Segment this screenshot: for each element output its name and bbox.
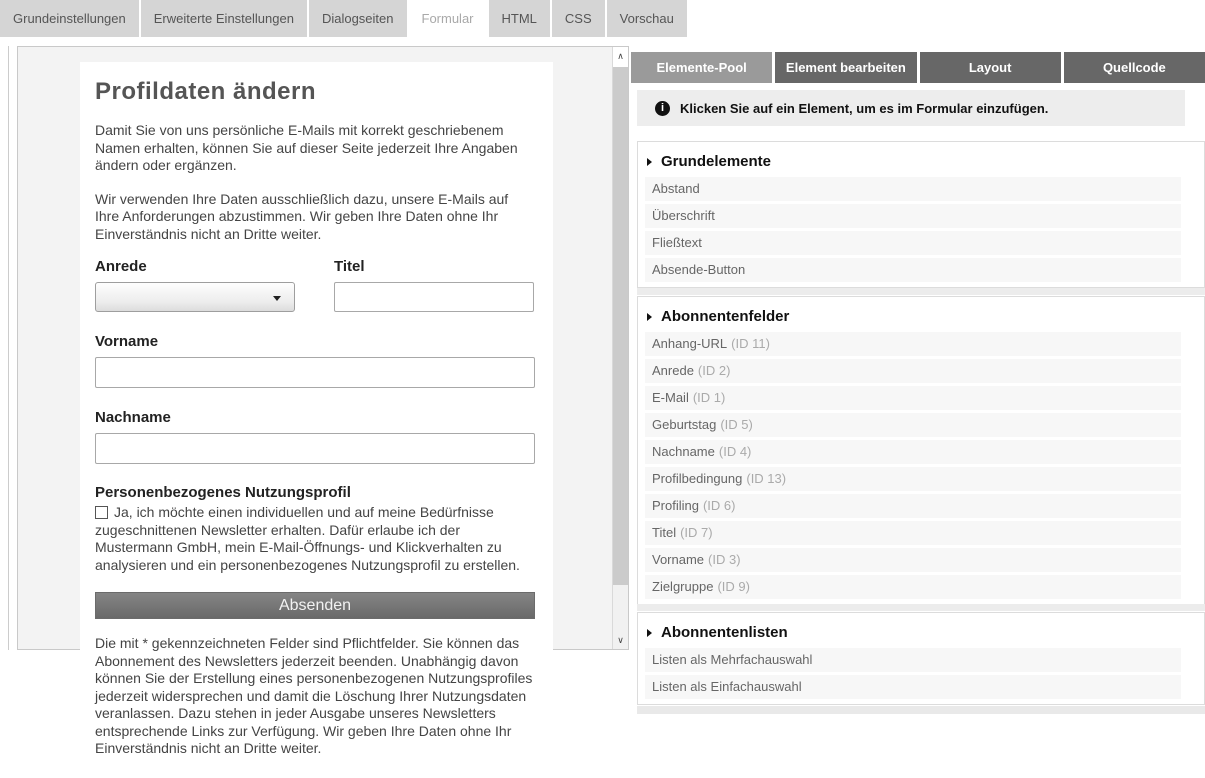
tab-elemente-pool[interactable]: Elemente-Pool bbox=[631, 52, 772, 83]
section-abonnentenlisten-header[interactable] bbox=[638, 613, 1204, 648]
section-title: Abonnentenlisten bbox=[661, 624, 788, 641]
tab-formular[interactable]: Formular bbox=[409, 0, 487, 37]
info-message: Klicken Sie auf ein Element, um es im Formular einzufügen. bbox=[680, 100, 1049, 116]
section-grundelemente bbox=[637, 141, 1205, 288]
dropdown-arrow-icon bbox=[273, 296, 281, 301]
anrede-titel-row bbox=[95, 258, 535, 312]
tab-vorschau[interactable]: Vorschau bbox=[607, 0, 687, 37]
pool-item-nachname[interactable] bbox=[645, 440, 1181, 464]
pool-item-absende-button[interactable] bbox=[645, 258, 1181, 282]
pool-item-label: Geburtstag bbox=[652, 417, 717, 432]
pool-item-id: (ID 3) bbox=[708, 552, 741, 567]
section-arrow-icon bbox=[647, 158, 652, 166]
section-arrow-icon bbox=[647, 313, 652, 321]
scroll-up-icon[interactable]: ∧ bbox=[613, 47, 628, 67]
section-title: Grundelemente bbox=[661, 153, 772, 170]
pool-item-id: (ID 11) bbox=[731, 336, 770, 351]
pool-item-listen-einfachauswahl[interactable] bbox=[645, 675, 1181, 699]
section-grundelemente-header[interactable] bbox=[638, 142, 1204, 177]
vorname-label: Vorname bbox=[95, 333, 159, 350]
absenden-button[interactable]: Absenden bbox=[95, 592, 535, 619]
form-preview-card bbox=[80, 62, 553, 778]
info-icon: i bbox=[655, 101, 670, 116]
preview-scrollbar[interactable] bbox=[612, 47, 628, 649]
pool-item-listen-mehrfachauswahl[interactable] bbox=[645, 648, 1181, 672]
pool-item-label: Profiling bbox=[652, 498, 699, 513]
pool-item-id: (ID 6) bbox=[702, 498, 736, 513]
pool-item-label: Fließtext bbox=[652, 235, 702, 250]
section-abonnentenfelder bbox=[637, 296, 1205, 605]
tab-dialogseiten[interactable]: Dialogseiten bbox=[309, 0, 407, 37]
form-intro-paragraph-2: Wir verwenden Ihre Daten ausschließlich dazu, unsere E-Mails auf Ihre Anforderungen abzustimmen. Wir geben Ihre Daten ohne Ihr Einverständnis nicht an Dritte weiter. bbox=[95, 190, 509, 242]
pool-item-id: (ID 7) bbox=[680, 525, 713, 540]
pool-item-label: Titel bbox=[652, 525, 677, 540]
tab-css[interactable]: CSS bbox=[552, 0, 605, 37]
pool-item-label: Nachname bbox=[652, 444, 715, 459]
form-title: Profildaten ändern bbox=[95, 78, 317, 105]
nachname-input[interactable] bbox=[95, 433, 535, 464]
pool-item-anhang-url[interactable] bbox=[645, 332, 1181, 356]
anrede-label: Anrede bbox=[95, 258, 147, 275]
pool-item-profiling[interactable] bbox=[645, 494, 1181, 518]
scroll-down-icon[interactable]: ∨ bbox=[617, 635, 624, 645]
main-tab-bar bbox=[0, 0, 687, 37]
info-bar bbox=[637, 90, 1185, 126]
pool-item-label: Absende-Button bbox=[652, 262, 746, 277]
profiling-paragraph bbox=[95, 504, 535, 574]
pool-item-label: Listen als Mehrfachauswahl bbox=[652, 652, 813, 667]
section-title: Abonnentenfelder bbox=[661, 308, 790, 325]
tab-layout[interactable]: Layout bbox=[920, 52, 1061, 83]
pool-item-label: Zielgruppe bbox=[652, 579, 714, 594]
tab-element-bearbeiten[interactable]: Element bearbeiten bbox=[775, 52, 916, 83]
titel-label: Titel bbox=[334, 258, 365, 275]
editor-tab-bar bbox=[631, 52, 1205, 83]
pool-item-geburtstag[interactable] bbox=[645, 413, 1181, 437]
pool-item-titel[interactable] bbox=[645, 521, 1181, 545]
pool-item-label: Listen als Einfachauswahl bbox=[652, 679, 802, 694]
panel-bottom-divider bbox=[637, 706, 1205, 714]
pool-item-abstand[interactable] bbox=[645, 177, 1181, 201]
pool-item-profilbedingung[interactable] bbox=[645, 467, 1181, 491]
pool-item-vorname[interactable] bbox=[645, 548, 1181, 572]
pool-item-anrede[interactable] bbox=[645, 359, 1181, 383]
form-footer-text: Die mit * gekennzeichneten Felder sind Pflichtfelder. Sie können das Abonnement des Newsletters jederzeit beenden. Unabhängig davon können Sie der Erstellung eines personenbezogenen Nutzungsprofiles jederzeit widersprechen und damit die Löschung Ihrer Nutzungsdaten veranlassen. Dazu stehen in jeder Ausgabe unseres Newsletters entsprechende Links zur Verfügung. Wir geben Ihre Daten ohne Ihr Einverständnis nicht an Dritte weiter. bbox=[95, 635, 533, 756]
section-arrow-icon bbox=[647, 629, 652, 637]
pool-item-id: (ID 1) bbox=[692, 390, 726, 405]
section-divider bbox=[637, 604, 1205, 611]
pool-item-id: (ID 9) bbox=[717, 579, 750, 594]
scrollbar-thumb[interactable] bbox=[613, 67, 628, 585]
section-divider bbox=[637, 288, 1205, 295]
pool-item-id: (ID 5) bbox=[720, 417, 753, 432]
pool-item-label: Abstand bbox=[652, 181, 700, 196]
pool-item-zielgruppe[interactable] bbox=[645, 575, 1181, 599]
nachname-label: Nachname bbox=[95, 409, 171, 426]
titel-input[interactable] bbox=[334, 282, 534, 312]
pool-item-fliesstext[interactable] bbox=[645, 231, 1181, 255]
section-abonnentenlisten bbox=[637, 612, 1205, 705]
pool-item-label: Vorname bbox=[652, 552, 705, 567]
section-abonnentenfelder-header[interactable] bbox=[638, 297, 1204, 332]
pool-item-ueberschrift[interactable] bbox=[645, 204, 1181, 228]
pool-item-label: Profilbedingung bbox=[652, 471, 743, 486]
profiling-checkbox-label: Ja, ich möchte einen individuellen und auf meine Bedürfnisse zugeschnittenen Newsletter erhalten. Dafür erlaube ich der Mustermann GmbH, mein E-Mail-Öffnungs- und Klickverhalten zu analysieren und ein personenbezogenes Nutzungsprofil zu erstellen. bbox=[95, 504, 520, 573]
pool-item-e-mail[interactable] bbox=[645, 386, 1181, 410]
profiling-checkbox[interactable] bbox=[95, 506, 108, 519]
content-left-border bbox=[8, 46, 9, 650]
vorname-input[interactable] bbox=[95, 357, 535, 388]
anrede-select[interactable] bbox=[95, 282, 295, 312]
profiling-heading: Personenbezogenes Nutzungsprofil bbox=[95, 484, 351, 501]
tab-quellcode[interactable]: Quellcode bbox=[1064, 52, 1205, 83]
pool-item-id: (ID 4) bbox=[718, 444, 752, 459]
pool-item-label: Anhang-URL bbox=[652, 336, 728, 351]
pool-item-id: (ID 2) bbox=[697, 363, 731, 378]
tab-grundeinstellungen[interactable]: Grundeinstellungen bbox=[0, 0, 139, 37]
pool-item-id: (ID 13) bbox=[746, 471, 787, 486]
tab-html[interactable]: HTML bbox=[489, 0, 550, 37]
tab-erweiterte-einstellungen[interactable]: Erweiterte Einstellungen bbox=[141, 0, 307, 37]
pool-item-label: Überschrift bbox=[652, 208, 715, 223]
pool-item-label: E-Mail bbox=[652, 390, 689, 405]
form-intro-paragraph-1: Damit Sie von uns persönliche E-Mails mit korrekt geschriebenem Namen erhalten, können Sie auf dieser Seite jederzeit Ihre Angaben ändern oder ergänzen. bbox=[95, 122, 518, 173]
pool-item-label: Anrede bbox=[652, 363, 694, 378]
